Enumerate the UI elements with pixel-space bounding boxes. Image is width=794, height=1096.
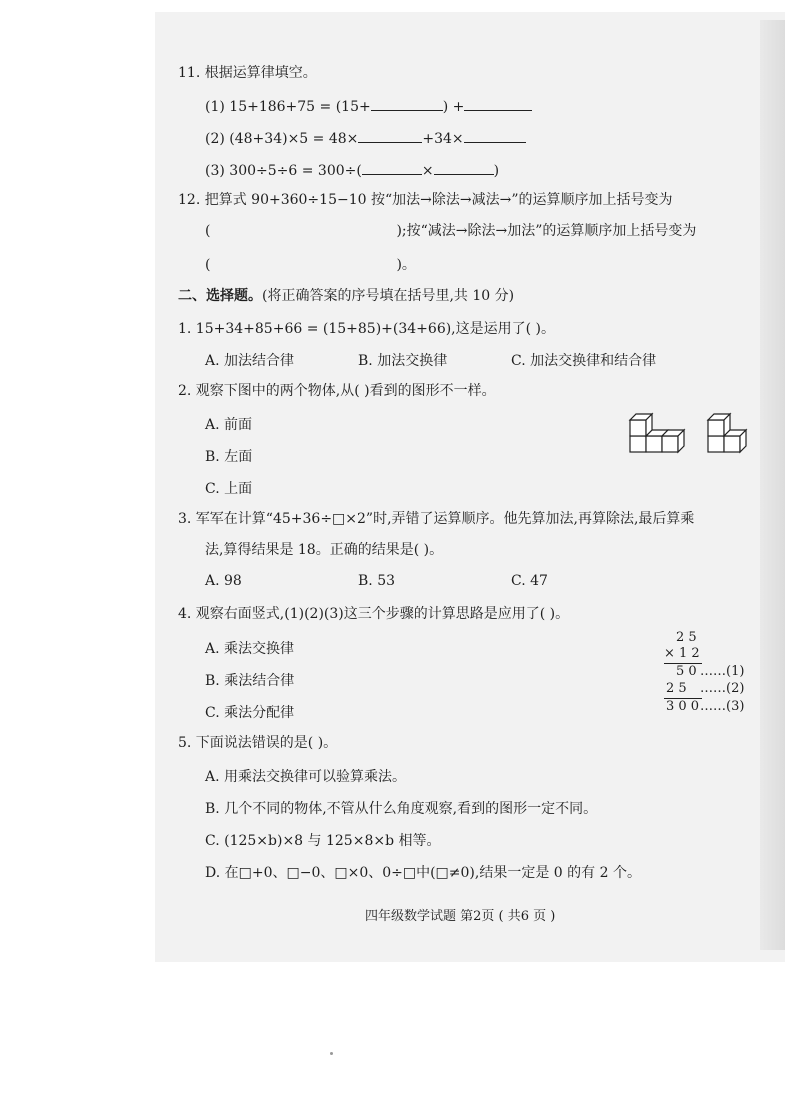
q11-l3-end: ) xyxy=(493,163,500,179)
cube-figure-right xyxy=(706,410,756,458)
c5-option-b[interactable]: B. 几个不同的物体,不管从什么角度观察,看到的图形一定不同。 xyxy=(205,801,598,817)
q11-blank-4[interactable] xyxy=(464,128,526,143)
q11-line-2 xyxy=(205,128,526,148)
vertical-multiplication xyxy=(660,630,760,714)
c4-option-c[interactable]: C. 乘法分配律 xyxy=(205,705,295,721)
c5-stem: 5. 下面说法错误的是( )。 xyxy=(178,735,338,751)
vm-row-2: × 1 2 xyxy=(664,646,700,661)
vm-row-1: 2 5 xyxy=(676,630,697,645)
c4-stem: 4. 观察右面竖式,(1)(2)(3)这三个步骤的计算思路是应用了( )。 xyxy=(178,606,570,622)
q11-title: 11. 根据运算律填空。 xyxy=(178,65,317,81)
page-footer: 四年级数学试题 第2页 ( 共6 页 ) xyxy=(365,909,556,924)
c1-option-b[interactable]: B. 加法交换律 xyxy=(358,353,448,369)
c3-option-b[interactable]: B. 53 xyxy=(358,573,396,589)
q11-l1-mid: ) + xyxy=(442,99,465,115)
c2-option-b[interactable]: B. 左面 xyxy=(205,449,253,465)
c5-option-d[interactable]: D. 在□+0、□−0、□×0、0÷□中(□≠0),结果一定是 0 的有 2 个。 xyxy=(205,865,641,881)
page-edge-shadow xyxy=(760,20,785,950)
q11-l3-text: (3) 300÷5÷6 = 300÷( xyxy=(205,163,362,179)
q12-open-1: ( xyxy=(205,223,211,239)
vm-row-4: 2 5 xyxy=(666,681,687,696)
c2-option-c[interactable]: C. 上面 xyxy=(205,481,253,497)
q11-blank-3[interactable] xyxy=(358,128,422,143)
q11-line-1 xyxy=(205,96,532,116)
q12-line3-rest: )。 xyxy=(396,257,416,273)
vm-row-3-tag: ……(1) xyxy=(700,664,745,679)
q12-line2-rest: );按“减法→除法→加法”的运算顺序加上括号变为 xyxy=(396,223,697,239)
cube-figure-left xyxy=(628,412,688,458)
c3-stem-1: 3. 军军在计算“45+36÷□×2”时,弄错了运算顺序。他先算加法,再算除法,最后算乘 xyxy=(178,511,695,527)
c1-stem: 1. 15+34+85+66 = (15+85)+(34+66),这是运用了( )。 xyxy=(178,321,556,337)
vm-row-5-tag: ……(3) xyxy=(700,699,745,714)
c4-option-b[interactable]: B. 乘法结合律 xyxy=(205,673,295,689)
scan-speck xyxy=(330,1052,333,1055)
q11-blank-6[interactable] xyxy=(434,160,494,175)
section-2-heading xyxy=(178,287,514,305)
c5-option-a[interactable]: A. 用乘法交换律可以验算乘法。 xyxy=(205,769,407,785)
q11-l1-text: (1) 15+186+75 = (15+ xyxy=(205,99,371,115)
c3-option-c[interactable]: C. 47 xyxy=(511,573,548,589)
q11-blank-2[interactable] xyxy=(464,96,532,111)
q11-blank-5[interactable] xyxy=(362,160,422,175)
vm-row-3: 5 0 xyxy=(676,664,697,679)
q12-line-1: 12. 把算式 90+360÷15−10 按“加法→除法→减法→”的运算顺序加上括号变为 xyxy=(178,192,673,208)
c3-option-a[interactable]: A. 98 xyxy=(205,573,242,589)
c2-stem: 2. 观察下图中的两个物体,从( )看到的图形不一样。 xyxy=(178,383,496,399)
c1-option-a[interactable]: A. 加法结合律 xyxy=(205,353,295,369)
c1-option-c[interactable]: C. 加法交换律和结合律 xyxy=(511,353,657,369)
q11-blank-1[interactable] xyxy=(371,96,443,111)
c4-option-a[interactable]: A. 乘法交换律 xyxy=(205,641,295,657)
q12-line-2 xyxy=(205,222,696,240)
section-2-title: 二、选择题。 xyxy=(178,288,262,304)
q11-l3-mid: × xyxy=(421,163,434,179)
c5-option-c[interactable]: C. (125×b)×8 与 125×8×b 相等。 xyxy=(205,833,441,849)
q12-open-2: ( xyxy=(205,257,211,273)
q11-l2-mid: +34× xyxy=(422,131,464,147)
c2-option-a[interactable]: A. 前面 xyxy=(205,417,253,433)
vm-row-5: 3 0 0 xyxy=(666,699,700,714)
c3-stem-2: 法,算得结果是 18。正确的结果是( )。 xyxy=(205,542,444,558)
section-2-note: (将正确答案的序号填在括号里,共 10 分) xyxy=(262,288,515,304)
q11-line-3 xyxy=(205,160,499,180)
q11-l2-text: (2) (48+34)×5 = 48× xyxy=(205,131,359,147)
vm-row-4-tag: ……(2) xyxy=(700,681,745,696)
q12-line-3 xyxy=(205,256,416,274)
